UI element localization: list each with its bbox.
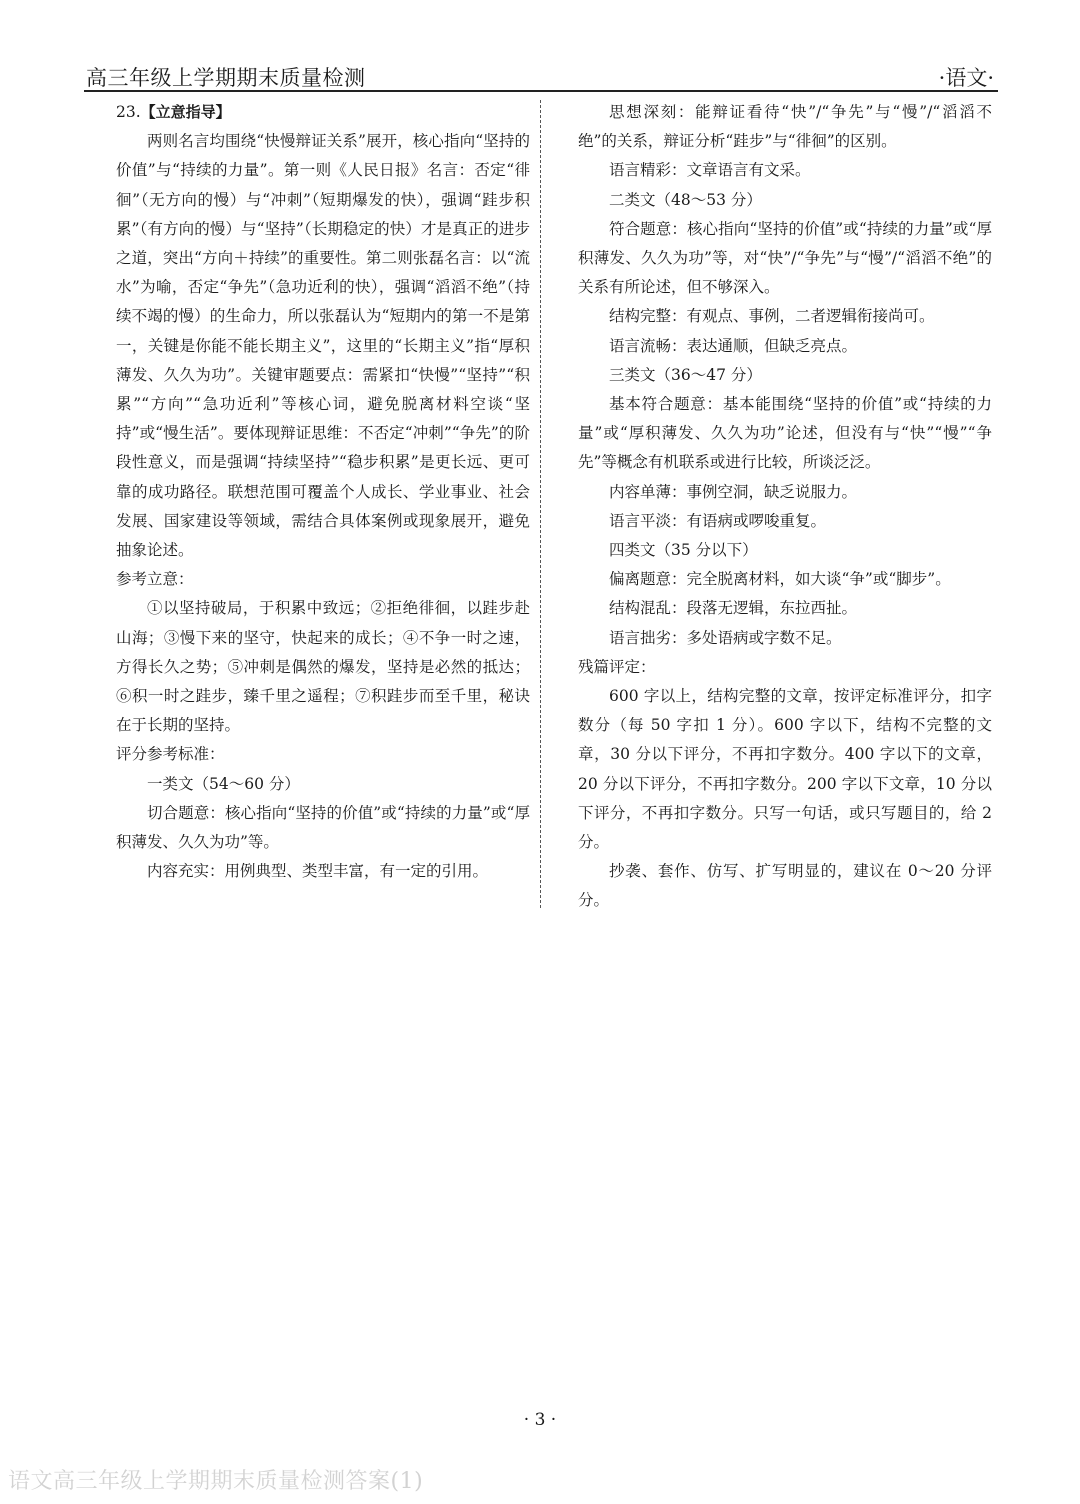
class3-criterion-b: 内容单薄：事例空洞，缺乏说服力。 (609, 482, 858, 501)
partial-label: 残篇评定： (578, 657, 656, 676)
reference-text: ①以坚持破局，于积累中致远；②拒绝徘徊，以跬步赴山海；③慢下来的坚守，快起来的成长；④不争一时之速，方得长久之势；⑤冲刺是偶然的爆发，坚持是必然的抵达；⑥积一时之跬步，臻千里之遥程；⑦积跬步而至千里，秘诀在于长期的坚持。 (116, 599, 530, 735)
class3-title: 三类文（36～47 分） (609, 365, 762, 384)
question-number: 23. (116, 103, 141, 121)
class1-criterion-d: 语言精彩：文章语言有文采。 (609, 161, 811, 180)
class2-criterion-a: 符合题意：核心指向“坚持的价值”或“持续的力量”或“厚积薄发、久久为功”等，对“快”/“争先”与“慢”/“滔滔不绝”的关系有所论述，但不够深入。 (578, 219, 992, 297)
header-title: 高三年级上学期期末质量检测 (86, 66, 366, 90)
column-divider (540, 100, 541, 908)
page-number: · 3 · (523, 1410, 557, 1430)
class4-criterion-b: 结构混乱：段落无逻辑，东拉西扯。 (609, 599, 858, 618)
page-header (84, 60, 998, 92)
class4-criterion-c: 语言拙劣：多处语病或字数不足。 (609, 628, 842, 647)
question-tag: 【立意指导】 (140, 103, 231, 121)
watermark-text: 语文高三年级上学期期末质量检测答案(1) (8, 1469, 424, 1494)
class3-criterion-c: 语言平淡：有语病或啰唆重复。 (609, 511, 827, 530)
class2-criterion-b: 结构完整：有观点、事例，二者逻辑衔接尚可。 (609, 307, 935, 326)
partial-rule-b: 抄袭、套作、仿写、扩写明显的，建议在 0～20 分评分。 (578, 862, 992, 910)
guidance-paragraph: 两则名言均围绕“快慢辩证关系”展开，核心指向“坚持的价值”与“持续的力量”。第一则《人民日报》名言：否定“徘徊”（无方向的慢）与“冲刺”（短期爆发的快），强调“跬步积累”（有方向的慢）与“坚持”（长期稳定的快）才是真正的进步之道，突出“方向＋持续”的重要性。第二则张磊名言：以“流水”为喻，否定“争先”（急功近利的快），强调“滔滔不绝”（持续不竭的慢）的生命力，所以张磊认为“短期内的第一不是第一，关键是你能不能长期主义”，这里的“长期主义”指“厚积薄发、久久为功”。关键审题要点：需紧扣“快慢”“坚持”“积累”“方向”“急功近利”等核心词，避免脱离材料空谈“坚持”或“慢生活”。要体现辩证思维：不否定“冲刺”“争先”的阶段性意义，而是强调“持续坚持”“稳步积累”是更长远、更可靠的成功路径。联想范围可覆盖个人成长、学业事业、社会发展、国家建设等领域，需结合具体案例或现象展开，避免抽象论述。 (116, 132, 530, 560)
right-column (578, 98, 992, 916)
class1-criterion-b: 内容充实：用例典型、类型丰富，有一定的引用。 (147, 862, 489, 881)
class4-title: 四类文（35 分以下） (609, 541, 758, 560)
class2-criterion-c: 语言流畅：表达通顺，但缺乏亮点。 (609, 336, 858, 355)
class2-title: 二类文（48～53 分） (609, 190, 762, 209)
class1-criterion-a: 切合题意：核心指向“坚持的价值”或“持续的力量”或“厚积薄发、久久为功”等。 (116, 803, 530, 852)
class3-criterion-a: 基本符合题意：基本能围绕“坚持的价值”或“持续的力量”或“厚积薄发、久久为功”论述，但没有与“快”“慢”“争先”等概念有机联系或进行比较，所谈泛泛。 (578, 395, 992, 472)
left-column (116, 98, 530, 886)
partial-rule-a: 600 字以上，结构完整的文章，按评定标准评分，扣字数分（每 50 字扣 1 分）。600 字以下，结构不完整的文章，30 分以下评分，不再扣字数分。400 字以下的文章，20 分以下评分，不再扣字数分。200 字以下文章，10 分以下评分，不再扣字数分。只写一句话，或只写题目的，给 2 分。 (578, 687, 992, 852)
class4-criterion-a: 偏离题意：完全脱离材料，如大谈“争”或“脚步”。 (609, 570, 951, 589)
header-subject: ·语文· (938, 66, 994, 90)
standard-label: 评分参考标准： (116, 745, 225, 764)
class1-criterion-c: 思想深刻：能辩证看待“快”/“争先”与“慢”/“滔滔不绝”的关系，辩证分析“跬步”与“徘徊”的区别。 (578, 103, 992, 151)
reference-label: 参考立意： (116, 570, 194, 589)
class1-title: 一类文（54～60 分） (147, 774, 300, 793)
question-heading (116, 98, 530, 127)
